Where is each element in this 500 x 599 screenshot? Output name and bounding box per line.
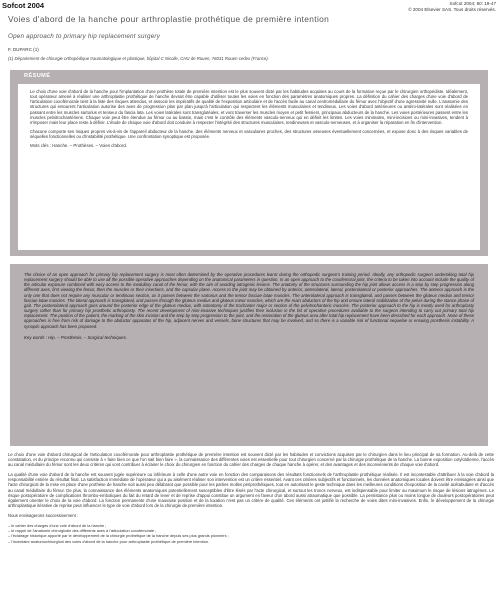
body-paragraph: La qualité d'une voie d'abord de la hanche est souvent jugée supérieure ou inférieure à celle d'une autre voie en fonction des comparaisons des résultats fonctionnels de l'arthroplastie prothétique réalisée. Il est incontestable d'attribuer à la voie d'abord la responsabilité entière du résultat final. La satisfaction immédiate de l'opérateur qui a pu aisément réaliser son intervention est un critère essentiel. Avant ces critères subjectifs et fonctionnels, les données anatomiques locales doivent être envisagées ainsi que l'acte chirurgical de la mise en place d'une prothèse de hanche soit aussi peu délabrant que possible pour les parties molles périprothétiques, tout en autorisant le geste technique dans les meilleures conditions d'exposition de la cavité acétabulaire et d'accès au canal médullaire du fémur. De plus, la connaissance des éléments anatomiques potentiellement susceptibles d'être lésés par l'acte chirurgical, et surtout les troncs nerveux, est indispensable pour limiter au maximum le risque de lésions iatrogènes. Le risque postopératoire de complications thrombo-emboliques du fait du retard de lever et de reprise d'appui constitue un argument en faveur d'un abord aussi atraumatique que possible. La persistance plus ou moins longue de douleurs postopératoires peut également orienter le choix de la voie d'abord. La fonction permanente d'une mauvaise position et de la luxation n'est pas un critère de qualité. Ces éléments ont justifié la recherche de voies dites mini-invasives. Enfin, le développement de la chirurgie arthroplastique itérative de reprise peut influencer le type de voie d'abord lors de la chirurgie de première intention. [8,472,494,508]
list-item: – l'inventaire anatomochirurgical des voies d'abord de la hanche pour arthroplastie prothétique de première intention. [8,538,210,544]
list-item: – l'éclairage historique apporté par le développement de la chirurgie prothétique de la hanche depuis ses plus grands pionniers ; [8,533,229,539]
resume-box [10,70,488,256]
article-subtitle: Open approach to primary hip replacement surgery [8,33,161,40]
list-item: – le rappel de l'anatomie chirurgicale des différents axes à l'articulation coxofémorale ; [8,528,157,534]
resume-content [18,84,480,250]
reference-line: Sofcot 2004; 80: 19-47 [449,1,496,6]
outline-list [8,523,494,544]
page-header [0,0,500,14]
resume-paragraph: Chacune comporte ses risques propres vis-à-vis de l'appareil abducteur de la hanche, des éléments nerveux et vasculaires proches, des structures osseuses éventuellement concernées, et expose donc à des risques variables de séquelles fonctionnelles ou d'instabilité prothétique. Une confrontation synoptique est proposée. [30,129,468,140]
resume-label: RÉSUMÉ [24,73,51,79]
abstract-keywords: Key words : Hip. – Prosthesis. – Surgical techniques. [24,334,127,340]
journal-reference [408,1,496,12]
article-affiliation: (1) Département de chirurgie orthopédique traumatologique et plastique, hôpital C Nicolle, CHU de Rouen, 76031 Rouen cedex (France). [8,56,269,61]
article-body [8,452,494,544]
journal-brand: Sofcot 2004 [2,1,45,10]
article-authors: F. DUPARC (1) [8,47,39,52]
article-title: Voies d'abord de la hanche pour arthroplastie prothétique de première intention [8,14,330,24]
body-paragraph: Le choix d'une voie d'abord chirurgical de l'articulation coxofémorale pour arthroplastie prothétique de première intention est souvent dicté par les habitudes et convictions acquises par le chirurgien dans le lieu principal de sa formation. Au-delà de cette constatation, et du principe reconnu qui consiste à « faire bien ce que l'on sait bien faire », la connaissance des différentes voies est essentielle pour tout chirurgien concerné par la chirurgie prothétique de la hanche. La bonne exposition cotyloïdienne, l'accès au canal médullaire du fémur sont les deux critères qui vont contribuer à éclairer le choix du chirurgien en fonction du cahier des charges de chaque hanche à opérer, et des avantages et des inconvénients de chaque voie d'abord. [8,452,494,468]
resume-keywords: Mots clés : Hanche. – Prothèses. – Voies d'abord. [30,143,127,149]
body-paragraph: Nous envisagerons successivement : [8,512,79,518]
list-item: – le cahier des charges d'une voie d'abord de la hanche ; [8,523,107,529]
abstract-paragraph: The choice of an open approach for primary hip replacement surgery is most often determined by the operative procedures learnt during the orthopedic surgeon's training period. Ideally, any orthopedic surgeon undertaking total hip replacement surgery should be able to use all the possible operative approaches depending on the anatomical parameters in question. In an open approach to the coxofemoral joint, the criteria to be taken into account include the quality of the articular exposure combined with easy access to the medullary canal of the femur, with the aim of avoiding iatrogenic lesions. The anatomy of the structures surrounding the hip joint allows access in a step by step progression along different axes, first viewing the femur, then the muscles or their insertions, and the capsular plane. Access to the joint may be obtained by anterior, anterolateral, lateral, posterolateral or posterior approaches. The anterior approach is the only one that does not require any muscular or tendinous section, as it passes between the sartorius and the tensor fasciae latae muscles. The anterolateral approach is transgluteal, and passes between the gluteus medius and tensor fasciae latae muscles. The lateral approach is transgluteal, and passes through the gluteus medius and gluteus minor muscles, which are the main abductors of the hip and ensure lateral stabilization of the pelvis during the stance phase of gait. The posterolateral approach goes around the posterior edge of the gluteus medius, with osteotomy of the trochanter major or section of the pelvitrochanteric muscles. The posterior approach to the hip is mostly used for arthroplasty surgery rather than for primary hip prosthetic arthroplasty. The recent development of mini-invasive techniques justifies their inclusion in the list of operative procedures available to the surgeon intending to carry out primary total hip replacement. The position of the patient, the marking of the skin incision and the step by step progression to the joint, and the restoration of the gluteus area after total hip replacement have been described for each approach. None of these approaches is free from risk of damage to the abductor apparatus of the hip, adjacent nerves and vessels, bone structures that may be involved, and so there is a variable risk of functional sequelae or ensuing prosthesis instability. A synoptic approach has been proposed. [24,272,474,329]
resume-paragraph: Le choix d'une voie d'abord de la hanche pour l'implantation d'une prothèse totale de première intention est le plus souvent dicté par les habitudes acquises au cours de la formation reçue par le chirurgien orthopédiste. Idéalement, tout opérateur amené à réaliser une arthroplastie prothétique de hanche devrait être capable d'utiliser toutes les voies en fonction des paramètres anatomiques propres. La définition du cahier des charges d'une voie d'abord de l'articulation coxofémorale tient à la liste des risques attendus, et associe les impératifs de qualité de l'exposition articulaire et de l'accès facile au canal centromédullaire du fémur avec l'objectif d'une agressivité nulle. L'anatomie des structures qui entourent l'articulation autorise des axes de progression plan par plan jusqu'à l'articulation qui respectent les éléments musculaires et tendineux. Les voies d'abord antérieures ou antéro-latérales sont réalisées en passant entre les muscles sartorius et tenseur du fascia lata. Les voies latérales sont transglutéales, et vont traverser les muscles moyen et petit fessiers, principaux abducteurs de la hanche. Les voies postérieures passent entre les muscles pelvitrochantériens. Chaque voie peut être étendue au fémur ou au bassin, mais c'est le contrôle des éléments vasculo-nerveux qui en définit les limites. Les voies minimales, mini-incisions ou mini-invasives, tendent à s'imposer mais leur place reste à définir. L'étude de chaque voie d'abord doit conduire à respecter l'intégrité des structures musculaires, tendineuses et vasculo-nerveuses, et à organiser la réparation en fin d'intervention. [30,89,468,125]
abstract-box [10,264,488,446]
copyright-line: © 2004 Elsevier SAS. Tous droits réservés. [408,6,496,12]
